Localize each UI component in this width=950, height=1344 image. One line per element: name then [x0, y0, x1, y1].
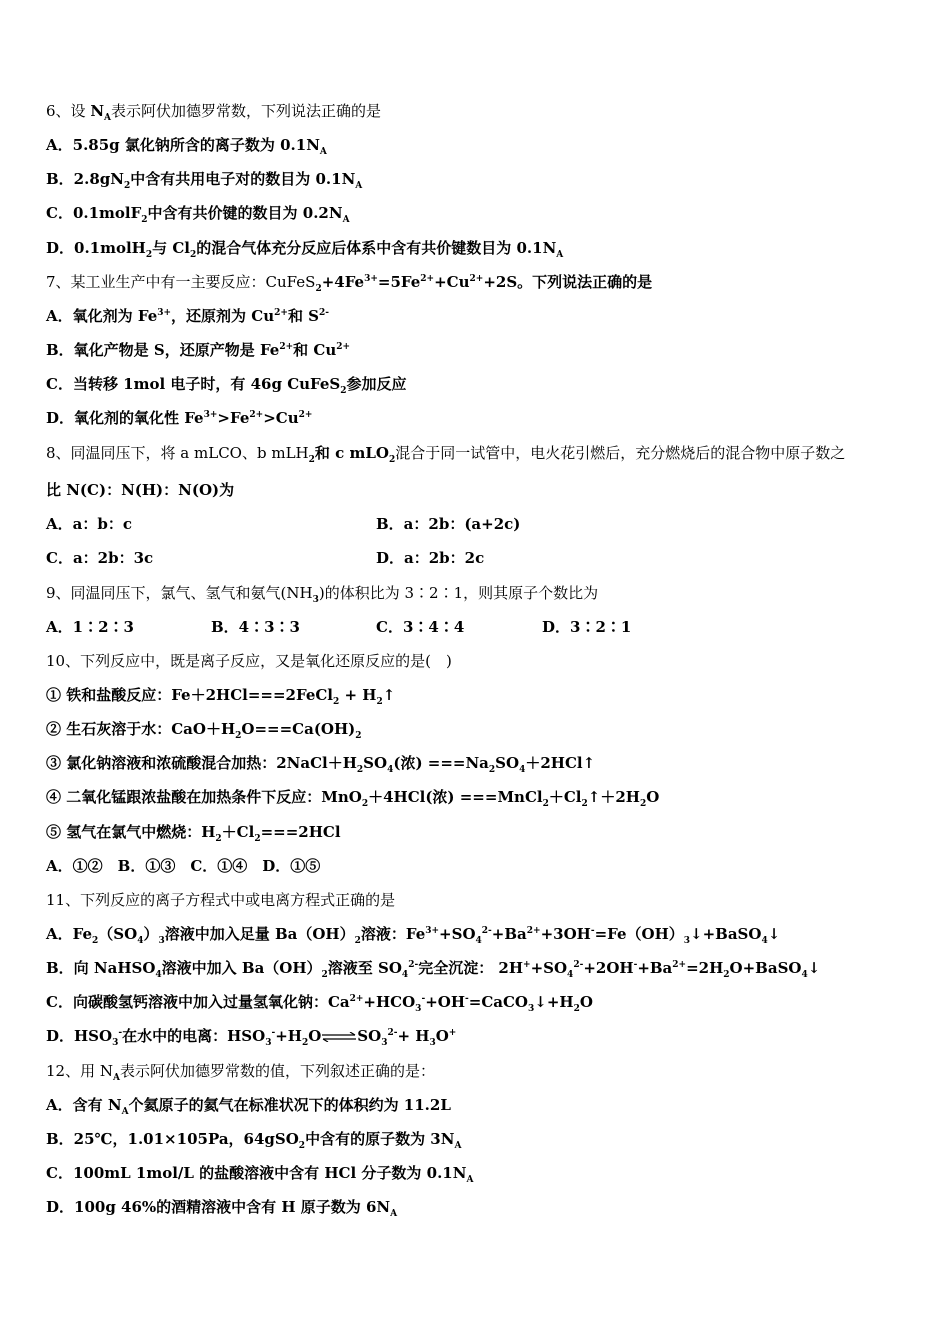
- q8-options-row2: [46, 548, 485, 568]
- q7-option-a: A．氧化剂为 $Fe^{3+}$，还原剂为 $Cu^{2+}$和 $S^{2-}$: [46, 307, 329, 325]
- q7-option-c: C．当转移 1mol 电子时，有 46g CuFeS$_2$参加反应: [46, 375, 407, 396]
- equilibrium-arrow-icon: [321, 1032, 357, 1042]
- q10-reaction-3: ③ 氯化钠溶液和浓硫酸混合加热：$2NaCl+H_2SO_4$(浓) $===Na_2SO_4+2HCl↑$: [46, 754, 596, 775]
- q12-option-c: C．100mL 1mol/L 的盐酸溶液中含有 HCl 分子数为 $0.1N_A$: [46, 1164, 474, 1185]
- q9-option-c: C．3∶4∶4: [376, 618, 465, 636]
- q7-option-b: B．氧化产物是 S，还原产物是 $Fe^{2+}$和 $Cu^{2+}$: [46, 341, 351, 359]
- q10-reaction-4: ④ 二氧化锰跟浓盐酸在加热条件下反应：MnO$_2$＋4HCl(浓) $===MnCl_2+Cl_2↑+2H_2O$: [46, 788, 660, 809]
- q8-option-c: C．a：2b：3c: [46, 549, 154, 567]
- q10-reaction-1: ① 铁和盐酸反应：Fe＋2HCl===2FeCl$_2$ + $H_2↑$: [46, 686, 396, 707]
- q11-option-d: D．$HSO_3^-$在水中的电离：$HSO_3^-+H_2O$ $SO_3^{2-}+ H_3O^+$: [46, 1027, 457, 1048]
- q9-options: [46, 617, 632, 637]
- q8-option-a: A．a：b：c: [46, 515, 132, 533]
- q12-option-a: A．含有 $N_A$个氦原子的氦气在标准状况下的体积约为 11.2L: [46, 1096, 451, 1117]
- q12-option-d: D．100g 46%的酒精溶液中含有 H 原子数为 $6N_A$: [46, 1198, 398, 1219]
- q9-option-a: A．1∶2∶3: [46, 618, 134, 636]
- q8-options-row1: [46, 514, 521, 534]
- q11-option-a: A．$Fe_2(SO_4)_3$溶液中加入足量 $Ba(OH)_2$溶液：$Fe^{3+}+SO_4^{2-}+Ba^{2+}+3OH^-=Fe(OH)_3↓+BaSO_4↓$: [46, 925, 781, 946]
- q9-option-b: B．4∶3∶3: [211, 618, 300, 636]
- q8-option-d: D．a：2b：2c: [376, 549, 485, 567]
- q11-stem: 11、下列反应的离子方程式中或电离方程式正确的是: [46, 891, 396, 909]
- q6-stem: 6、设 $N_A$表示阿伏加德罗常数，下列说法正确的是: [46, 102, 382, 123]
- q10-reaction-2: ② 生石灰溶于水：$CaO+H_2O===Ca(OH)_2$: [46, 720, 362, 741]
- q8-stem-line2: 比 N(C)：N(H)：N(O)为: [46, 481, 235, 499]
- q8-option-b: B．a：2b：(a+2c): [376, 515, 521, 533]
- q12-option-b: B．25℃，1.01×105Pa，64gSO$_2$中含有的原子数为 $3N_A$: [46, 1130, 462, 1151]
- q7-option-d: D．氧化剂的氧化性 $Fe^{3+}>Fe^{2+}>Cu^{2+}$: [46, 409, 313, 427]
- q9-stem: 9、同温同压下，氯气、氢气和氨气$(NH_3)$的体积比为 3∶2∶1，则其原子个数比为: [46, 584, 599, 605]
- q12-stem: 12、用 $N_A$表示阿伏加德罗常数的值，下列叙述正确的是：: [46, 1062, 435, 1083]
- q6-option-d: D．0.1molH$_2$与 $Cl_2$的混合气体充分反应后体系中含有共价键数目为 $0.1N_A$: [46, 239, 564, 260]
- q10-options: A．①② B．①③ C．①④ D．①⑤: [46, 857, 321, 875]
- q6-option-c: C．0.1molF$_2$中含有共价键的数目为 $0.2N_A$: [46, 204, 350, 225]
- q8-stem-line1: 8、同温同压下，将 a mLCO、b mLH$_2$和 c mLO$_2$混合于同一试管中，电火花引燃后，充分燃烧后的混合物中原子数之: [46, 444, 846, 465]
- q6-option-a: A．5.85g 氯化钠所含的离子数为 $0.1N_A$: [46, 136, 327, 157]
- q10-stem: 10、下列反应中，既是离子反应，又是氧化还原反应的是( ): [46, 652, 452, 670]
- q10-reaction-5: ⑤ 氢气在氯气中燃烧：$H_2+Cl_2===2HCl$: [46, 823, 341, 844]
- q11-option-c: C．向碳酸氢钙溶液中加入过量氢氧化钠：$Ca^{2+}+HCO_3^-+OH^-=CaCO_3↓+H_2O$: [46, 993, 593, 1014]
- q9-option-d: D．3∶2∶1: [542, 618, 632, 636]
- q6-option-b: B．$2.8gN_2$中含有共用电子对的数目为 $0.1N_A$: [46, 170, 363, 191]
- q11-option-b: B．向 NaHSO$_4$溶液中加入 $Ba(OH)_2$溶液至 $SO_4^{2-}$完全沉淀： $2H^++SO_4^{2-}+2OH^-+Ba^{2+}=2H_2O+BaSO_4↓$: [46, 959, 821, 980]
- q7-stem: 7、某工业生产中有一主要反应：$CuFeS_2+4Fe^{3+}=5Fe^{2+}+Cu^{2+}+2S$。下列说法正确的是: [46, 273, 653, 294]
